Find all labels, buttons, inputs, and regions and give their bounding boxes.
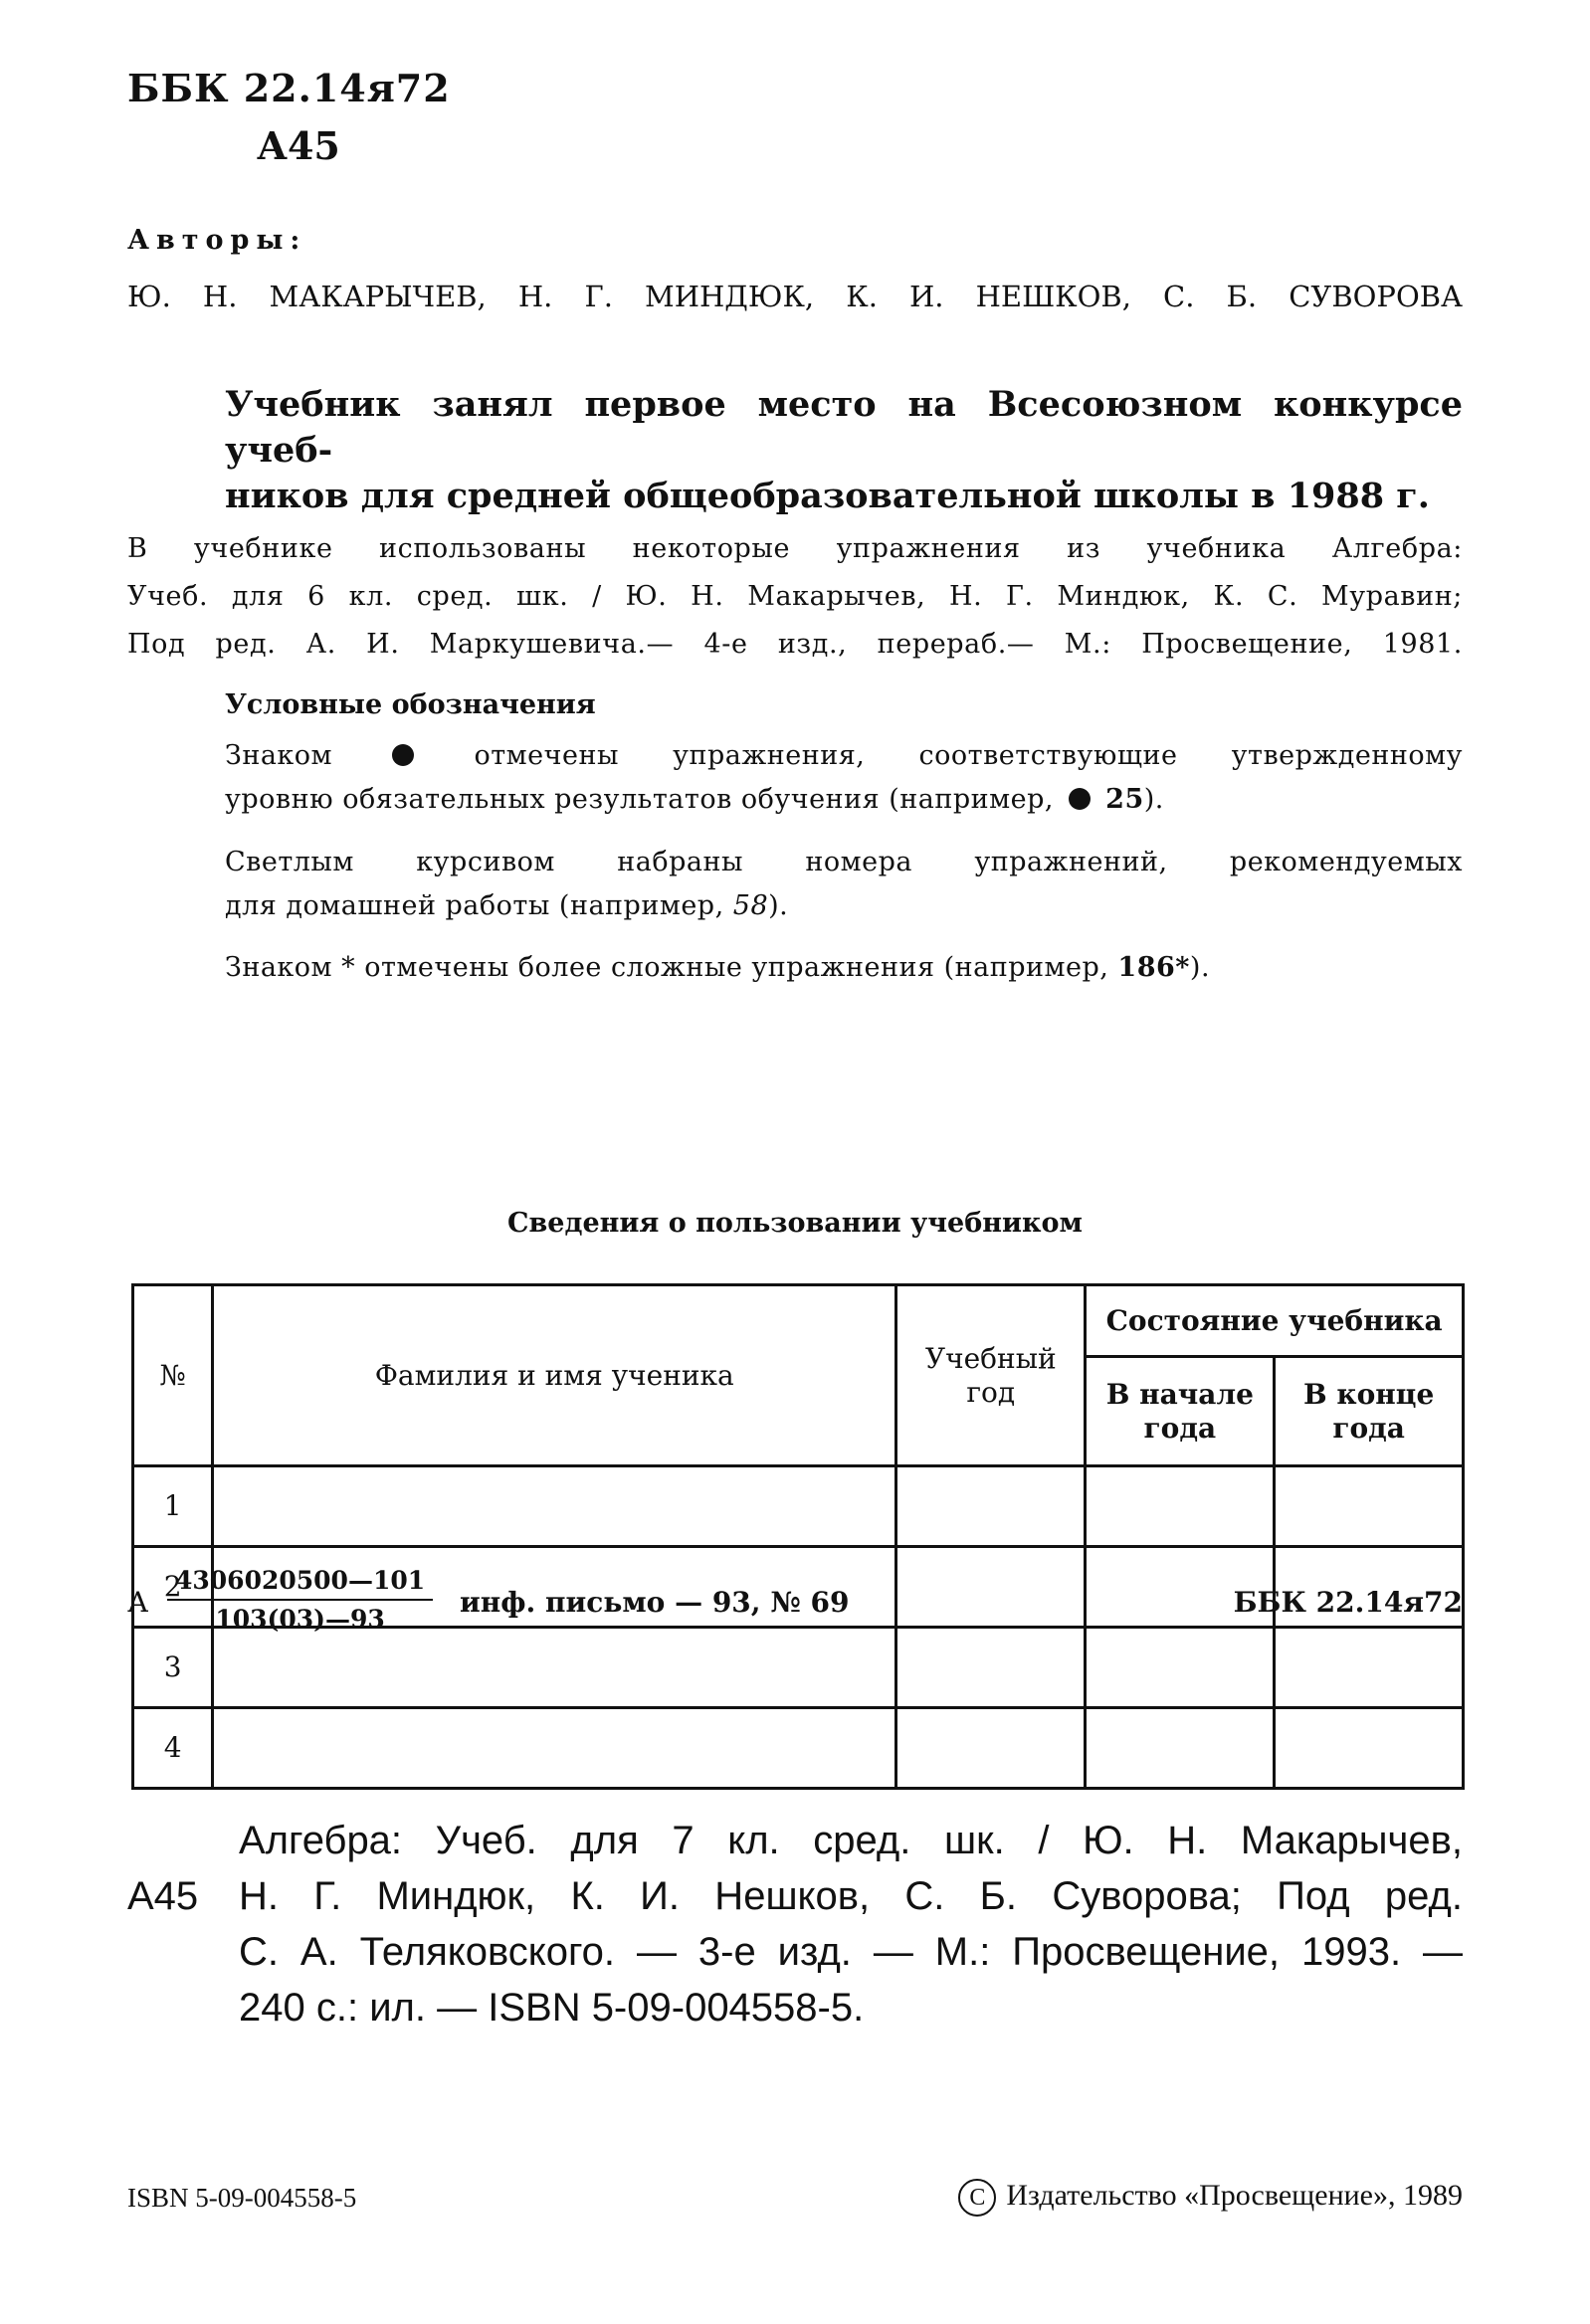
table-row bbox=[133, 1466, 1464, 1547]
imprint-bbk: ББК 22.14я72 bbox=[1233, 1586, 1463, 1619]
row-number: 3 bbox=[133, 1628, 213, 1708]
citation-line-2: Н. Г. Миндюк, К. И. Нешков, С. Б. Суворова; Под ред. bbox=[239, 1874, 1463, 1918]
table-row bbox=[133, 1628, 1464, 1708]
legend-text: для домашней работы (например, bbox=[225, 890, 724, 921]
legend-text: ). bbox=[768, 890, 789, 921]
header-school-year-line-1: Учебный bbox=[924, 1341, 1057, 1375]
legend-example-number: 25 bbox=[1105, 784, 1144, 815]
header-start-line-1: В начале bbox=[1105, 1377, 1254, 1411]
source-note-line-3: Под ред. А. И. Маркушевича.— 4-е изд., перераб.— М.: Просвещение, 1981. bbox=[127, 629, 1463, 660]
citation-line-1: Алгебра: Учеб. для 7 кл. сред. шк. / Ю. Н. Макарычев, bbox=[239, 1819, 1463, 1862]
copyright-icon: C bbox=[958, 2179, 996, 2217]
row-number: 4 bbox=[133, 1708, 213, 1789]
header-start-line-2: года bbox=[1143, 1411, 1217, 1445]
legend-text: Знаком bbox=[225, 740, 333, 771]
info-letter: инф. письмо — 93, № 69 bbox=[460, 1586, 850, 1619]
source-note bbox=[127, 525, 1463, 669]
copyright-text: Издательство «Просвещение», 1989 bbox=[1006, 2179, 1463, 2212]
legend-item-homework-line-2 bbox=[225, 884, 1463, 928]
school-year-cell bbox=[896, 1708, 1086, 1789]
header-end-line-2: года bbox=[1332, 1411, 1405, 1445]
legend-item-mandatory-line-2 bbox=[225, 778, 1463, 822]
citation-line-3: С. А. Теляковского. — 3-е изд. — М.: Просвещение, 1993. — bbox=[239, 1930, 1463, 1974]
start-condition-cell bbox=[1086, 1628, 1275, 1708]
source-note-line-1: В учебнике использованы некоторые упражнения из учебника Алгебра: bbox=[127, 533, 1463, 564]
legend-item-difficult bbox=[225, 946, 1463, 990]
school-year-cell bbox=[896, 1628, 1086, 1708]
table-row bbox=[133, 1708, 1464, 1789]
legend-item-mandatory-line-1 bbox=[225, 734, 1463, 778]
citation-code: А45 bbox=[127, 1874, 199, 1918]
row-number: 2 bbox=[133, 1547, 213, 1628]
imprint-letter: А bbox=[127, 1586, 149, 1619]
award-line-2: ников для средней общеобразовательной школы в 1988 г. bbox=[225, 476, 1430, 516]
copyright bbox=[958, 2179, 1463, 2217]
authors-names: Ю. Н. МАКАРЫЧЕВ, Н. Г. МИНДЮК, К. И. НЕШКОВ, С. Б. СУВОРОВА bbox=[127, 280, 1463, 313]
usage-table-title: Сведения о пользовании учебником bbox=[507, 1208, 1083, 1239]
header-school-year bbox=[896, 1285, 1086, 1466]
student-name-cell bbox=[213, 1466, 896, 1547]
bibliographic-citation bbox=[239, 1813, 1463, 2035]
award-statement bbox=[225, 382, 1463, 519]
authors-label: Авторы: bbox=[127, 225, 307, 256]
legend-example-number: 58 bbox=[732, 890, 769, 921]
legend-example-number: 186* bbox=[1117, 952, 1190, 983]
header-no: № bbox=[133, 1285, 213, 1466]
filled-circle-icon bbox=[1069, 788, 1091, 810]
filled-circle-icon bbox=[392, 744, 414, 766]
header-start-of-year bbox=[1086, 1357, 1275, 1466]
school-year-cell bbox=[896, 1466, 1086, 1547]
school-year-cell bbox=[896, 1547, 1086, 1628]
row-number: 1 bbox=[133, 1466, 213, 1547]
end-condition-cell bbox=[1275, 1466, 1464, 1547]
legend-text: уровню обязательных результатов обучения (например, bbox=[225, 784, 1054, 815]
legend-text: ). bbox=[1189, 952, 1211, 983]
header-student-name: Фамилия и имя ученика bbox=[213, 1285, 896, 1466]
award-line-1: Учебник занял первое место на Всесоюзном конкурсе учеб- bbox=[225, 384, 1463, 471]
start-condition-cell bbox=[1086, 1466, 1275, 1547]
student-name-cell bbox=[213, 1628, 896, 1708]
source-note-line-2: Учеб. для 6 кл. сред. шк. / Ю. Н. Макарычев, Н. Г. Миндюк, К. С. Муравин; bbox=[127, 581, 1463, 612]
usage-table bbox=[131, 1283, 1465, 1790]
header-end-of-year bbox=[1275, 1357, 1464, 1466]
legend-title: Условные обозначения bbox=[225, 689, 596, 720]
header-book-condition: Состояние учебника bbox=[1086, 1285, 1464, 1357]
citation-line-4: 240 с.: ил. — ISBN 5-09-004558-5. bbox=[239, 1986, 865, 2030]
header-end-line-1: В конце bbox=[1302, 1377, 1435, 1411]
legend-item-mandatory bbox=[225, 734, 1463, 822]
author-mark: А45 bbox=[257, 123, 340, 168]
imprint-fraction bbox=[167, 1566, 433, 1634]
bbk-code: ББК 22.14я72 bbox=[127, 66, 451, 110]
legend-text: отмечены упражнения, соответствующие утвержденному bbox=[474, 740, 1463, 771]
end-condition-cell bbox=[1275, 1708, 1464, 1789]
legend-text: Знаком * отмечены более сложные упражнения (например, bbox=[225, 952, 1109, 983]
imprint-denominator: 103(03)—93 bbox=[215, 1605, 385, 1634]
legend-text: ). bbox=[1143, 784, 1164, 815]
legend-item-difficult-line bbox=[225, 946, 1463, 990]
start-condition-cell bbox=[1086, 1708, 1275, 1789]
end-condition-cell bbox=[1275, 1628, 1464, 1708]
legend-item-homework-line-1: Светлым курсивом набраны номера упражнений, рекомендуемых bbox=[225, 847, 1463, 877]
isbn: ISBN 5-09-004558-5 bbox=[127, 2183, 357, 2213]
legend-item-homework bbox=[225, 841, 1463, 928]
student-name-cell bbox=[213, 1708, 896, 1789]
imprint-numerator: 4306020500—101 bbox=[167, 1566, 433, 1601]
header-school-year-line-2: год bbox=[966, 1375, 1016, 1409]
